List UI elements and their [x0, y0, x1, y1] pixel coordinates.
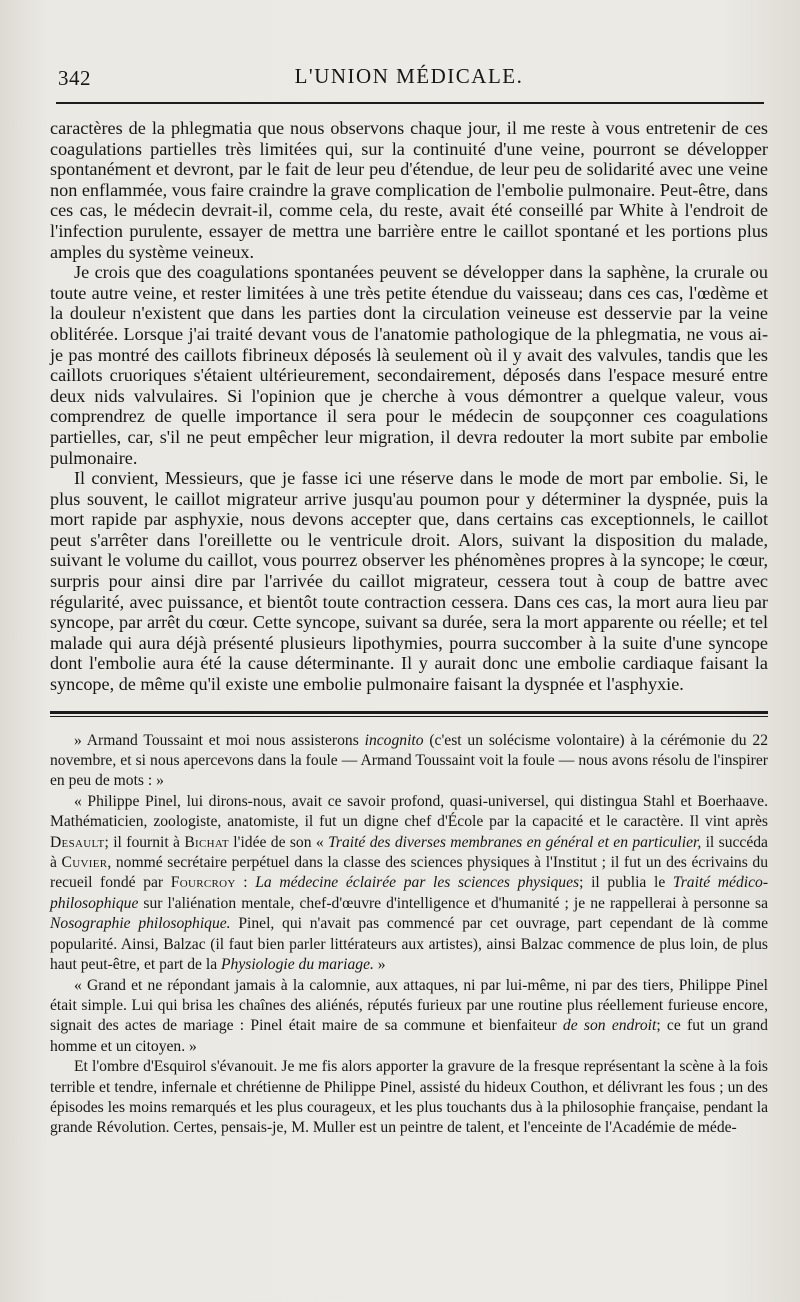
footnote-separator-rule	[50, 711, 768, 717]
footnote-2-italic-traite-med: Traité médico-philosophique	[50, 874, 769, 912]
footnote-3-text-c: ; ce fut un grand homme et un citoyen. »	[50, 1017, 768, 1055]
footnote-2-italic-medecine: La médecine éclairée par les sciences physiques	[255, 874, 580, 892]
footnote-paragraph-1	[50, 731, 768, 792]
footnote-1-text-a: » Armand Toussaint et moi nous assisterons	[74, 731, 365, 749]
footnote-2-text-h: sur l'aliénation mentale, chef-d'œuvre d'intelligence et d'humanité ; je ne rappellerai à personne sa	[138, 894, 768, 912]
main-text	[50, 118, 768, 695]
paragraph-1: caractères de la phlegmatia que nous observons chaque jour, il me reste à vous entretenir de ces coagulations partielles très limitées qui, sur la continuité d'une veine, pourront se développer spontanément et devront, par le fait de leur peu d'étendue, de leur peu de solidarité avec une veine non enflammée, vous faire craindre la grave complication de l'embolie pulmonaire. Peut-être, dans ces cas, le médecin devrait-il, comme cela, du reste, avait été conseillé par White à l'endroit de l'infection purulente, essayer de mettra une barrière entre le caillot spontané et les portions plus amples du système veineux.	[50, 118, 768, 262]
footnote-2-name-desault: Desault	[50, 833, 105, 851]
footnote-2-text-b: ; il fournit à	[104, 833, 185, 851]
footnote-1-italic-incognito: incognito	[364, 731, 424, 749]
footnote-paragraph-4: Et l'ombre d'Esquirol s'évanouit. Je me fis alors apporter la gravure de la fresque représentant la scène à la fois terrible et tendre, infernale et chrétienne de Philippe Pinel, assisté du hideux Couthon, et délivrant les fous ; un des épisodes les moins remarqués et les plus courageux, et les plus touchants dus à la philosophie française, pendant la grande Révolution. Certes, pensais-je, M. Muller est un peintre de talent, et l'enceinte de l'Académie de méde-	[50, 1058, 768, 1137]
footnote-2-text-f: :	[235, 874, 256, 892]
footnote-2-text-e: , nommé secrétaire perpétuel dans la classe des sciences physiques à l'Institut ; il fut un des écrivains du recueil fondé par	[50, 854, 768, 892]
page-number: 342	[58, 66, 91, 90]
page-header	[50, 62, 768, 92]
footnote-2-italic-physiologie: Physiologie du mariage.	[221, 956, 374, 974]
footnote-2-italic-traite: Traité des diverses membranes en général et en particulier,	[328, 833, 702, 851]
paragraph-2: Je crois que des coagulations spontanées peuvent se développer dans la saphène, la crurale ou toute autre veine, et rester limitées à une très petite étendue du vaisseau; dans ces cas, l'œdème et la douleur n'existent que dans les parties dont la circulation veineuse est desservie par la veine oblitérée. Lorsque j'ai traité devant vous de l'anatomie pathologique de la phlegmatia, ne vous ai-je pas montré des caillots fibrineux déposés là seulement où il y avait des valvules, tandis que les caillots cruoriques s'étaient ultérieurement, secondairement, déposés dans l'espace mesuré entre deux nids valvulaires. Si l'opinion que je cherche à vous démontrer a quelque valeur, vous comprendrez de quelle importance il sera pour le médecin de soupçonner ces coagulations partielles, car, s'il ne peut empêcher leur migration, il devra redouter la mort subite par embolie pulmonaire.	[50, 262, 768, 468]
footnote-2-text-g: ; il publia le	[579, 874, 673, 892]
footnote-paragraph-3	[50, 976, 768, 1058]
footnote-2-name-fourcroy: Fourcroy	[170, 874, 236, 892]
footnote-2-text-a: « Philippe Pinel, lui dirons-nous, avait ce savoir profond, quasi-universel, qui distingua Stahl et Boerhaave. Mathématicien, zoologiste, anatomiste, il fut un digne chef d'École par la capacité et le caractère. Il vint après	[50, 792, 768, 831]
footnote-2-text-d: il succéda à	[50, 833, 768, 872]
footnote-paragraph-2	[50, 792, 768, 976]
footnote-2-text-c: l'idée de son «	[228, 833, 329, 851]
header-rule	[56, 102, 764, 104]
footnote-2-name-cuvier: Cuvier	[61, 854, 108, 872]
running-title: L'UNION MÉDICALE.	[294, 64, 524, 88]
footnote-2-name-bichat: Bichat	[184, 833, 229, 851]
footnote-2-text-i: Pinel, qui n'avait pas commencé par cet ouvrage, part cependant de là comme popularité. Ainsi, Balzac (il faut bien parler littérateurs aux artistes), ainsi Balzac commence de plus loin, de plus haut peut-être, et part de la	[50, 915, 768, 974]
paragraph-3: Il convient, Messieurs, que je fasse ici une réserve dans le mode de mort par embolie. Si, le plus souvent, le caillot migrateur arrive jusqu'au poumon pour y déterminer la dyspnée, puis la mort rapide par asphyxie, nous devons accepter que, dans certains cas exceptionnels, le caillot peut s'arrêter dans l'oreillette ou le ventricule droit. Alors, suivant la disposition du malade, suivant le volume du caillot, vous pourrez observer les phénomènes propres à la syncope; le cœur, surpris pour ainsi dire par l'arrivée du caillot migrateur, cessera tout à coup de battre avec régularité, avec puissance, et bientôt toute contraction cessera. Dans ces cas, la mort aura lieu par syncope, par arrêt du cœur. Cette syncope, suivant sa durée, sera la mort apparente ou réelle; et tel malade qui aura déjà présenté plusieurs lipothymies, pourra succomber à la suite d'une syncope dont l'embolie aura été la cause déterminante. Il y aurait donc une embolie cardiaque faisant la syncope, de même qu'il existe une embolie pulmonaire faisant la dyspnée et l'asphyxie.	[50, 468, 768, 695]
footnotes	[50, 731, 768, 1139]
footnote-3-text-a: « Grand et ne répondant jamais à la calomnie, aux attaques, ni par lui-même, ni par des tiers, Philippe Pinel était simple. Lui qui brisa les chaînes des aliénés, réputés furieux par une routine plus réellement furieuse encore, signait des actes de mariage : Pinel était maire de sa commune et bienfaiteur	[50, 976, 768, 1035]
footnote-2-italic-nosographie: Nosographie philosophique.	[50, 915, 231, 933]
footnote-2-text-j: »	[373, 956, 386, 974]
footnote-1-text-c: (c'est un solécisme volontaire) à la cérémonie du 22 novembre, et si nous apercevons dans la foule — Armand Toussaint voit la foule — nous avons résolu de l'inspirer en peu de mots : »	[50, 731, 768, 790]
footnote-3-italic-endroit: de son endroit	[562, 1017, 657, 1035]
